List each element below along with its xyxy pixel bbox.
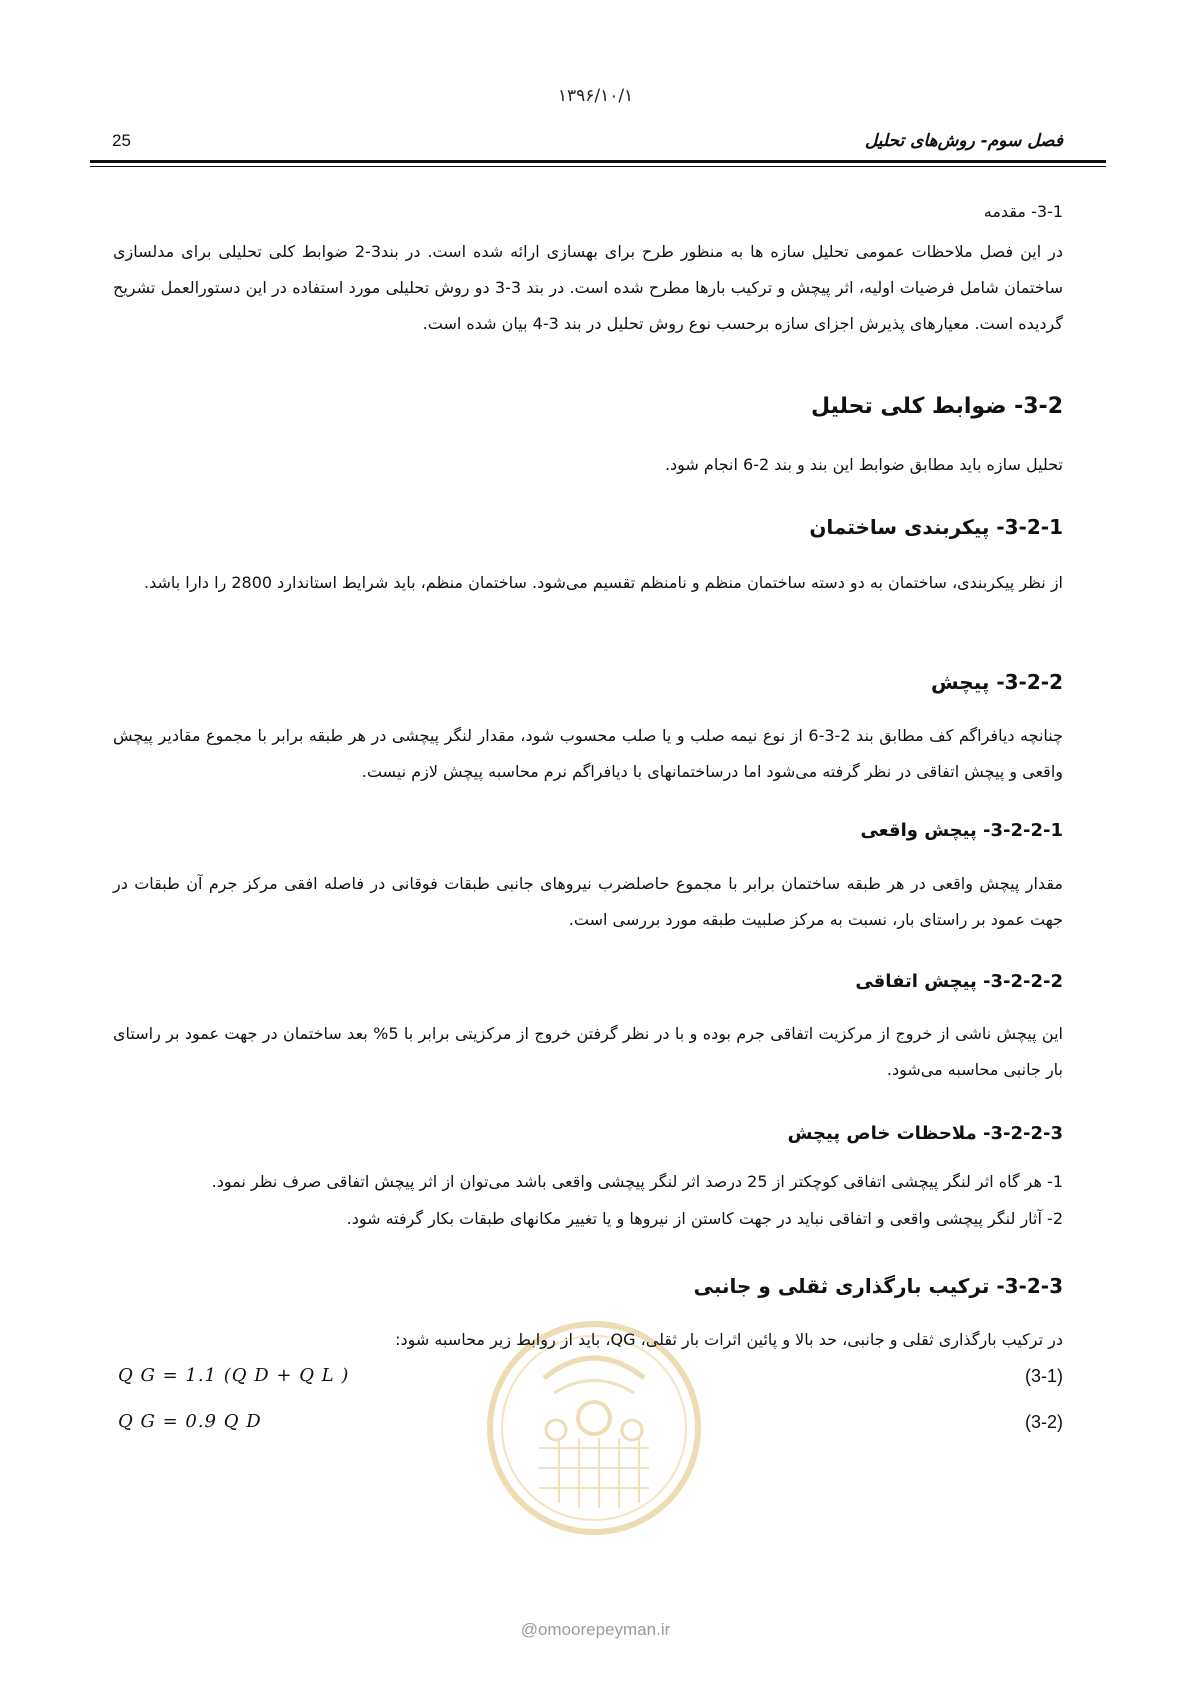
section-paragraph-3-2-2-2: این پیچش ناشی از خروج از مرکزیت اتفاقی جرم بوده و با در نظر گرفتن خروج از مرکزیتی برابر با 5% بعد ساختمان در جهت عمود بر راستای بار جانبی محاسبه می‌شود. [113,1024,1063,1079]
equation-formula: Q G = 0.9 Q D [118,1411,262,1432]
watermark-site: @omoorepeyman.ir [520,1620,671,1639]
intro-heading: 3-1- مقدمه [983,202,1063,221]
section-heading-3-2-2-1: 3-2-2-1- پیچش واقعی [860,820,1063,841]
document-date: ۱۳۹۶/۱۰/۱ [557,86,634,106]
section-heading-3-2-2-3: 3-2-2-3- ملاحظات خاص پیچش [787,1123,1063,1144]
section-paragraph-3-2-2: چنانچه دیافراگم کف مطابق بند 2-3-6 از نوع نیمه صلب و یا صلب محسوب شود، مقدار لنگر پیچشی در هر طبقه برابر با مجموع مقادیر پیچش واقعی و پیچش اتفاقی در نظر گرفته می‌شود اما درساختمانهای با دیافراگم نرم محاسبه پیچش لازم نیست. [113,726,1064,781]
list-item: 1- هر گاه اثر لنگر پیچشی اتفاقی کوچکتر از 25 درصد اثر لنگر پیچشی واقعی باشد می‌توان از اثر پیچش اتفاقی صرف نظر نمود. [211,1172,1063,1191]
header-rule-thick [90,160,1106,163]
section-paragraph-3-2-3: در ترکیب بارگذاری ثقلی و جانبی، حد بالا و پائین اثرات بار ثقلی، QG، باید از روابط زیر محاسبه شود: [395,1330,1063,1349]
section-heading-3-2: 3-2- ضوابط کلی تحلیل [810,394,1063,419]
list-item: 2- آثار لنگر پیچشی واقعی و اتفاقی نباید در جهت کاستن از نیروها و یا تغییر مکانهای طبقات بکار گرفته شود. [346,1209,1063,1228]
equation-formula: Q G = 1.1 (Q D + Q L ) [118,1365,350,1386]
header-rule-thin [90,166,1106,167]
page-number: 25 [112,131,131,150]
equation-number: (3-2) [1024,1412,1063,1432]
section-heading-3-2-2-2: 3-2-2-2- پیچش اتفاقی [855,971,1063,992]
section-heading-3-2-1: 3-2-1- پیکربندی ساختمان [809,515,1063,539]
chapter-title: فصل سوم- روش‌های تحلیل [864,131,1063,151]
section-paragraph-3-2-1: از نظر پیکربندی، ساختمان به دو دسته ساختمان منظم و نامنظم تقسیم می‌شود. ساختمان منظم، باید شرایط استاندارد 2800 را دارا باشد. [143,573,1063,592]
section-paragraph-3-2: تحلیل سازه باید مطابق ضوابط این بند و بند 2-6 انجام شود. [664,455,1063,474]
intro-paragraph: در این فصل ملاحظات عمومی تحلیل سازه ها به منظور طرح برای بهسازی ارائه شده است. در بند3-2 ضوابط کلی تحلیلی برای مدلسازی ساختمان شامل فرضیات اولیه، اثر پیچش و ترکیب بارها مطرح شده است. در بند 3-3 دو روش تحلیلی مورد استفاده در این دستورالعمل تشریح گردیده است. معیارهای پذیرش اجزای سازه برحسب نوع روش تحلیل در بند 3-4 بیان شده است. [113,242,1064,333]
section-heading-3-2-3: 3-2-3- ترکیب بارگذاری ثقلی و جانبی [693,1274,1063,1298]
section-paragraph-3-2-2-1: مقدار پیچش واقعی در هر طبقه ساختمان برابر با مجموع حاصلضرب نیروهای جانبی طبقات فوقانی در فاصله افقی مرکز جرم آن طبقات در جهت عمود بر راستای بار، نسبت به مرکز صلبیت طبقه مورد بررسی است. [113,874,1063,929]
equation-number: (3-1) [1024,1366,1063,1386]
section-heading-3-2-2: 3-2-2- پیچش [931,670,1063,694]
